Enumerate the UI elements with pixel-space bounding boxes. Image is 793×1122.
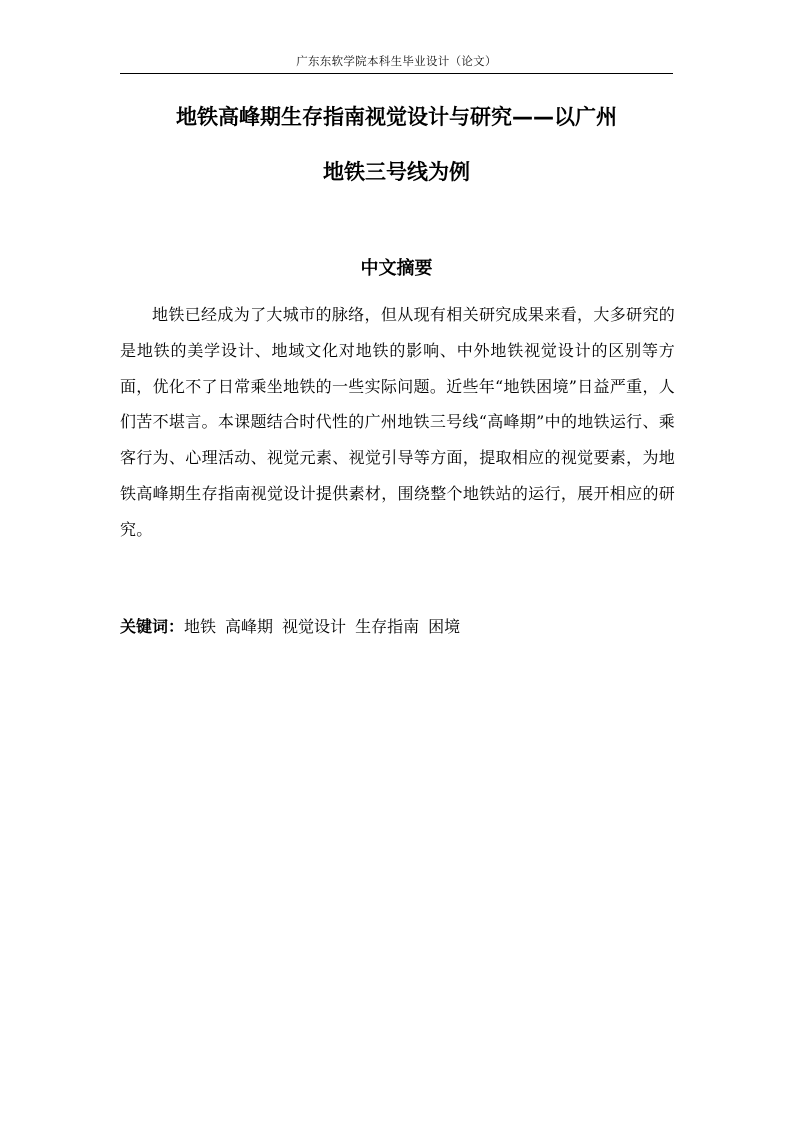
- keywords-line: [120, 614, 673, 640]
- abstract-body: 地铁已经成为了大城市的脉络，但从现有相关研究成果来看，大多研究的是地铁的美学设计、地域文化对地铁的影响、中外地铁视觉设计的区别等方面，优化不了日常乘坐地铁的一些实际问题。近些年“地铁困境”日益严重，人们苦不堪言。本课题结合时代性的广州地铁三号线“高峰期”中的地铁运行、乘客行为、心理活动、视觉元素、视觉引导等方面，提取相应的视觉要素，为地铁高峰期生存指南视觉设计提供素材，围绕整个地铁站的运行，展开相应的研究。: [120, 305, 675, 539]
- keyword: 地铁: [184, 617, 217, 636]
- thesis-title-line-1: 地铁高峰期生存指南视觉设计与研究——以广州: [176, 105, 617, 129]
- running-header: 广东东软学院本科生毕业设计（论文）: [296, 54, 497, 68]
- keyword: 生存指南: [355, 617, 420, 636]
- keywords-label: 关键词：: [120, 617, 185, 636]
- keyword: 高峰期: [225, 617, 274, 636]
- keyword: 困境: [428, 617, 461, 636]
- keyword: 视觉设计: [282, 617, 347, 636]
- thesis-title-line-2: 地铁三号线为例: [323, 160, 470, 184]
- abstract-heading: 中文摘要: [360, 258, 433, 279]
- header-rule: [120, 73, 673, 74]
